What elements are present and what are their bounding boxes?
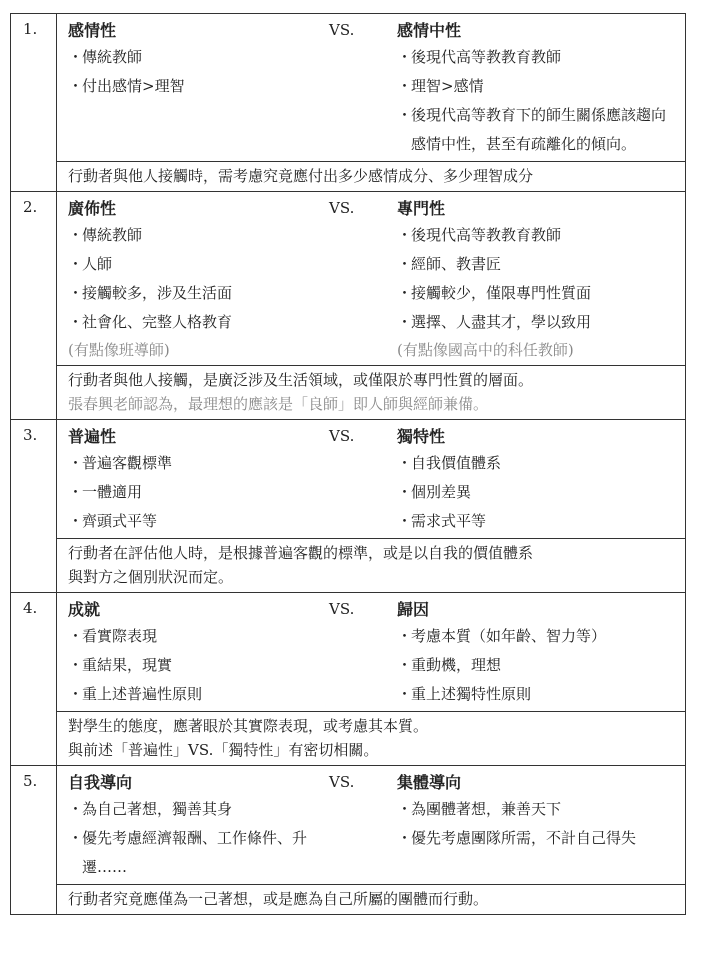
bullet-dot: ・ <box>397 829 413 847</box>
bullet-text: 考慮本質（如年齡、智力等） <box>411 627 607 645</box>
bullet-item <box>397 250 679 279</box>
bullet-text: 理智>感情 <box>411 77 484 95</box>
bullet-item <box>68 72 329 101</box>
right-heading: 歸因 <box>397 600 430 619</box>
bullet-item <box>397 795 679 824</box>
left-heading: 普遍性 <box>68 427 117 446</box>
section-row <box>11 592 685 765</box>
bullet-dot: ・ <box>397 106 413 124</box>
bullet-text: 普遍客觀標準 <box>82 454 173 472</box>
bullet-text: 個別差異 <box>411 483 472 501</box>
bullet-item <box>397 651 679 680</box>
right-column <box>397 197 685 363</box>
right-note: (有點像國高中的科任教師) <box>397 341 574 359</box>
bullet-dot: ・ <box>68 255 84 273</box>
bullet-text: 付出感情>理智 <box>82 77 185 95</box>
comparison-columns <box>57 766 685 884</box>
bullet-dot: ・ <box>68 800 84 818</box>
bullet-text: 社會化、完整人格教育 <box>82 313 233 331</box>
bullet-text: 人師 <box>82 255 113 273</box>
bullet-dot: ・ <box>397 685 413 703</box>
left-column <box>57 771 329 882</box>
right-column <box>397 771 685 882</box>
bullet-dot: ・ <box>397 226 413 244</box>
bullet-dot: ・ <box>68 483 84 501</box>
comparison-table <box>10 13 686 915</box>
bullet-text: 重動機，理想 <box>411 656 502 674</box>
summary-line: 與對方之個別狀況而定。 <box>68 568 234 586</box>
bullet-item <box>68 221 329 250</box>
bullet-item <box>397 449 679 478</box>
bullet-item <box>68 622 329 651</box>
right-column <box>397 19 685 159</box>
bullet-dot: ・ <box>397 627 413 645</box>
section-row <box>11 765 685 914</box>
vs-label: VS. <box>329 600 355 618</box>
summary-line: 行動者在評估他人時，是根據普遍客觀的標準，或是以自我的價值體系 <box>68 544 534 562</box>
section-number: 4. <box>11 593 57 765</box>
bullet-dot: ・ <box>68 284 84 302</box>
left-column <box>57 425 329 536</box>
section-body <box>57 14 685 191</box>
vs-label: VS. <box>329 427 355 445</box>
bullet-text: 一體適用 <box>82 483 143 501</box>
bullet-item <box>397 72 679 101</box>
bullet-dot: ・ <box>397 48 413 66</box>
left-heading: 廣佈性 <box>68 199 117 218</box>
bullet-text: 為自己著想，獨善其身 <box>82 800 233 818</box>
bullet-dot: ・ <box>397 483 413 501</box>
section-body <box>57 420 685 592</box>
bullet-text: 後現代高等教教育教師 <box>411 48 562 66</box>
bullet-item <box>397 478 679 507</box>
section-number: 1. <box>11 14 57 191</box>
bullet-item <box>68 651 329 680</box>
bullet-text: 重結果，現實 <box>82 656 173 674</box>
summary-line: 對學生的態度，應著眼於其實際表現，或考慮其本質。 <box>68 717 429 735</box>
bullet-item <box>68 478 329 507</box>
section-summary <box>57 365 685 419</box>
section-summary <box>57 884 685 914</box>
bullet-item <box>397 622 679 651</box>
bullet-dot: ・ <box>68 685 84 703</box>
bullet-dot: ・ <box>397 313 413 331</box>
bullet-text: 優先考慮經濟報酬、工作條件、升遷…… <box>82 829 308 876</box>
bullet-item <box>68 308 329 337</box>
bullet-dot: ・ <box>68 313 84 331</box>
bullet-text: 接觸較少，僅限專門性質面 <box>411 284 592 302</box>
bullet-text: 傳統教師 <box>82 48 143 66</box>
section-summary <box>57 538 685 592</box>
bullet-item <box>397 279 679 308</box>
bullet-item <box>397 680 679 709</box>
section-body <box>57 593 685 765</box>
bullet-text: 選擇、人盡其才，學以致用 <box>411 313 592 331</box>
bullet-item <box>397 507 679 536</box>
section-number: 3. <box>11 420 57 592</box>
section-number: 2. <box>11 192 57 419</box>
bullet-text: 看實際表現 <box>82 627 158 645</box>
bullet-item <box>397 101 679 159</box>
bullet-item <box>397 308 679 337</box>
comparison-columns <box>57 14 685 161</box>
bullet-item <box>68 449 329 478</box>
bullet-text: 後現代高等教育下的師生關係應該趨向感情中性，甚至有疏離化的傾向。 <box>411 106 667 153</box>
bullet-text: 需求式平等 <box>411 512 487 530</box>
bullet-text: 重上述普遍性原則 <box>82 685 203 703</box>
bullet-dot: ・ <box>68 656 84 674</box>
bullet-dot: ・ <box>397 454 413 472</box>
bullet-dot: ・ <box>68 512 84 530</box>
bullet-dot: ・ <box>68 829 84 847</box>
summary-line: 與前述「普遍性」VS.「獨特性」有密切相關。 <box>68 741 379 759</box>
summary-line: 行動者究竟應僅為一己著想，或是應為自己所屬的團體而行動。 <box>68 890 489 908</box>
bullet-item <box>68 795 329 824</box>
section-summary <box>57 711 685 765</box>
section-body <box>57 192 685 419</box>
right-column <box>397 425 685 536</box>
left-heading: 成就 <box>68 600 101 619</box>
summary-line: 行動者與他人接觸，是廣泛涉及生活領域，或僅限於專門性質的層面。 <box>68 371 534 389</box>
vs-label: VS. <box>329 199 355 217</box>
bullet-dot: ・ <box>397 77 413 95</box>
bullet-item <box>68 824 329 882</box>
right-heading: 獨特性 <box>397 427 446 446</box>
bullet-dot: ・ <box>68 77 84 95</box>
section-summary <box>57 161 685 191</box>
bullet-item <box>68 680 329 709</box>
bullet-dot: ・ <box>397 656 413 674</box>
summary-line: 行動者與他人接觸時，需考慮究竟應付出多少感情成分、多少理智成分 <box>68 167 534 185</box>
summary-note: 張春興老師認為，最理想的應該是「良師」即人師與經師兼備。 <box>68 395 489 413</box>
bullet-dot: ・ <box>397 800 413 818</box>
bullet-text: 經師、教書匠 <box>411 255 502 273</box>
bullet-item <box>397 221 679 250</box>
bullet-text: 傳統教師 <box>82 226 143 244</box>
left-column <box>57 197 329 363</box>
bullet-dot: ・ <box>397 255 413 273</box>
section-body <box>57 766 685 914</box>
section-row <box>11 14 685 191</box>
section-row <box>11 191 685 419</box>
left-heading: 感情性 <box>68 21 117 40</box>
bullet-item <box>397 43 679 72</box>
right-heading: 感情中性 <box>397 21 462 40</box>
right-heading: 集體導向 <box>397 773 462 792</box>
left-column <box>57 19 329 159</box>
bullet-dot: ・ <box>68 226 84 244</box>
right-heading: 專門性 <box>397 199 446 218</box>
comparison-columns <box>57 593 685 711</box>
bullet-text: 接觸較多，涉及生活面 <box>82 284 233 302</box>
bullet-item <box>397 824 679 853</box>
bullet-dot: ・ <box>68 627 84 645</box>
bullet-text: 齊頭式平等 <box>82 512 158 530</box>
bullet-text: 優先考慮團隊所需，不計自己得失 <box>411 829 637 847</box>
vs-label: VS. <box>329 21 355 39</box>
left-column <box>57 598 329 709</box>
bullet-text: 後現代高等教教育教師 <box>411 226 562 244</box>
comparison-columns <box>57 192 685 365</box>
bullet-item <box>68 279 329 308</box>
bullet-text: 自我價值體系 <box>411 454 502 472</box>
bullet-item <box>68 507 329 536</box>
right-column <box>397 598 685 709</box>
left-heading: 自我導向 <box>68 773 133 792</box>
bullet-item <box>68 250 329 279</box>
comparison-columns <box>57 420 685 538</box>
bullet-item <box>68 43 329 72</box>
bullet-dot: ・ <box>68 454 84 472</box>
bullet-text: 重上述獨特性原則 <box>411 685 532 703</box>
bullet-dot: ・ <box>397 284 413 302</box>
section-number: 5. <box>11 766 57 914</box>
bullet-dot: ・ <box>68 48 84 66</box>
vs-label: VS. <box>329 773 355 791</box>
left-note: (有點像班導師) <box>68 341 170 359</box>
section-row <box>11 419 685 592</box>
bullet-dot: ・ <box>397 512 413 530</box>
bullet-text: 為團體著想，兼善天下 <box>411 800 562 818</box>
